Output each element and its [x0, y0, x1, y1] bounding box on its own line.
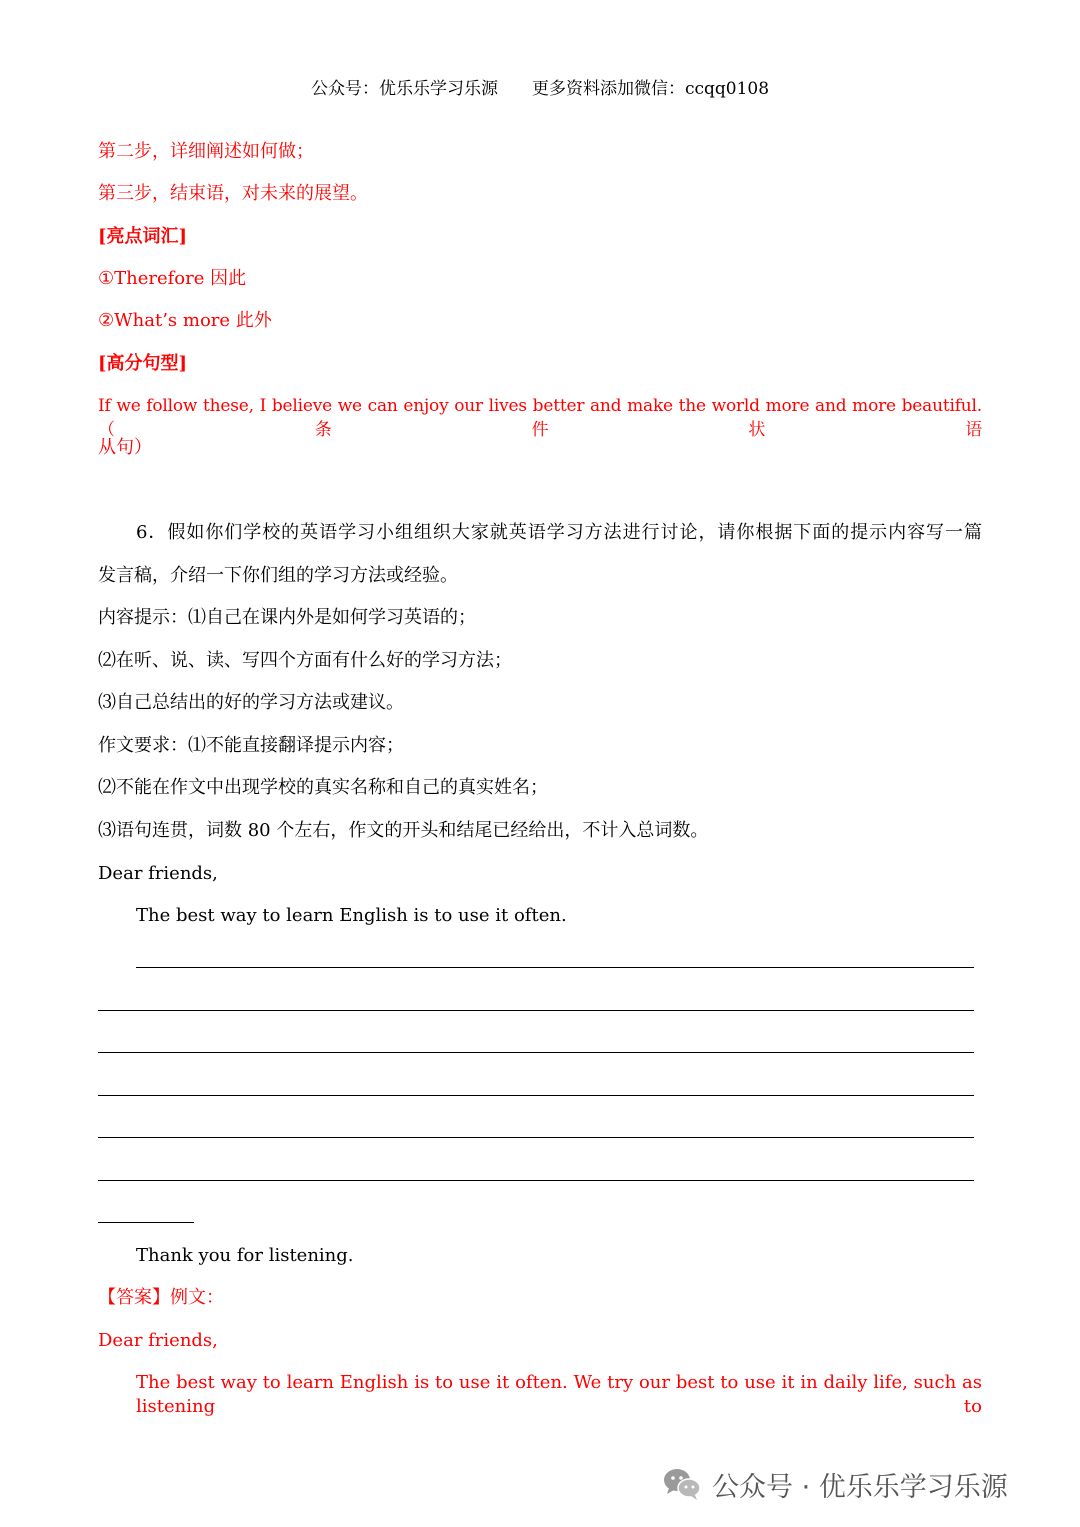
watermark	[662, 1462, 1008, 1506]
requirement-3: ⑶语句连贯，词数 80 个左右，作文的开头和结尾已经给出，不计入总词数。	[98, 820, 709, 841]
vocab-title: [亮点词汇]	[98, 226, 188, 247]
answer-greeting: Dear friends,	[98, 1330, 218, 1351]
header-account: 公众号：优乐乐学习乐源	[310, 79, 498, 99]
requirement-1: 作文要求：⑴不能直接翻译提示内容；	[98, 735, 404, 756]
question-line-1: 6．假如你们学校的英语学习小组组织大家就英语学习方法进行讨论，请你根据下面的提示内容写一篇	[136, 522, 982, 543]
vocab-item-2: ②What’s more 此外	[98, 310, 272, 331]
sentence-title: [高分句型]	[98, 353, 188, 374]
vocab-item-1: ①Therefore 因此	[98, 268, 247, 289]
letter-opening: The best way to learn English is to use it often.	[136, 905, 567, 926]
answer-step-2: 第二步，详细阐述如何做；	[98, 141, 314, 162]
watermark-text: 公众号 · 优乐乐学习乐源	[712, 1471, 1008, 1503]
writing-line	[136, 967, 974, 968]
writing-line	[98, 1052, 974, 1053]
hint-3: ⑶自己总结出的好的学习方法或建议。	[98, 692, 404, 713]
sentence-line-1: If we follow these, I believe we can enjoy our lives better and make the world more and more beautiful.（条件状语	[98, 396, 982, 440]
header-wechat: 更多资料添加微信：ccqq0108	[531, 79, 770, 99]
letter-closing: Thank you for listening.	[136, 1245, 354, 1266]
letter-greeting: Dear friends,	[98, 863, 218, 884]
hint-1: 内容提示：⑴自己在课内外是如何学习英语的；	[98, 607, 476, 628]
writing-line	[98, 1180, 974, 1181]
answer-label: 【答案】例文：	[98, 1287, 224, 1308]
answer-step-3: 第三步，结束语，对未来的展望。	[98, 183, 368, 204]
hint-2: ⑵在听、说、读、写四个方面有什么好的学习方法；	[98, 650, 512, 671]
writing-line	[98, 1137, 974, 1138]
question-line-2: 发言稿，介绍一下你们组的学习方法或经验。	[98, 565, 458, 586]
page-header	[0, 77, 1080, 101]
writing-line	[98, 1010, 974, 1011]
wechat-icon	[662, 1466, 702, 1502]
requirement-2: ⑵不能在作文中出现学校的真实名称和自己的真实姓名；	[98, 777, 548, 798]
answer-body-line-1: The best way to learn English is to use it often. We try our best to use it in daily life, such as listening to	[136, 1372, 982, 1417]
sentence-line-2: 从句）	[98, 437, 152, 458]
writing-line	[98, 1095, 974, 1096]
writing-line	[98, 1222, 194, 1223]
